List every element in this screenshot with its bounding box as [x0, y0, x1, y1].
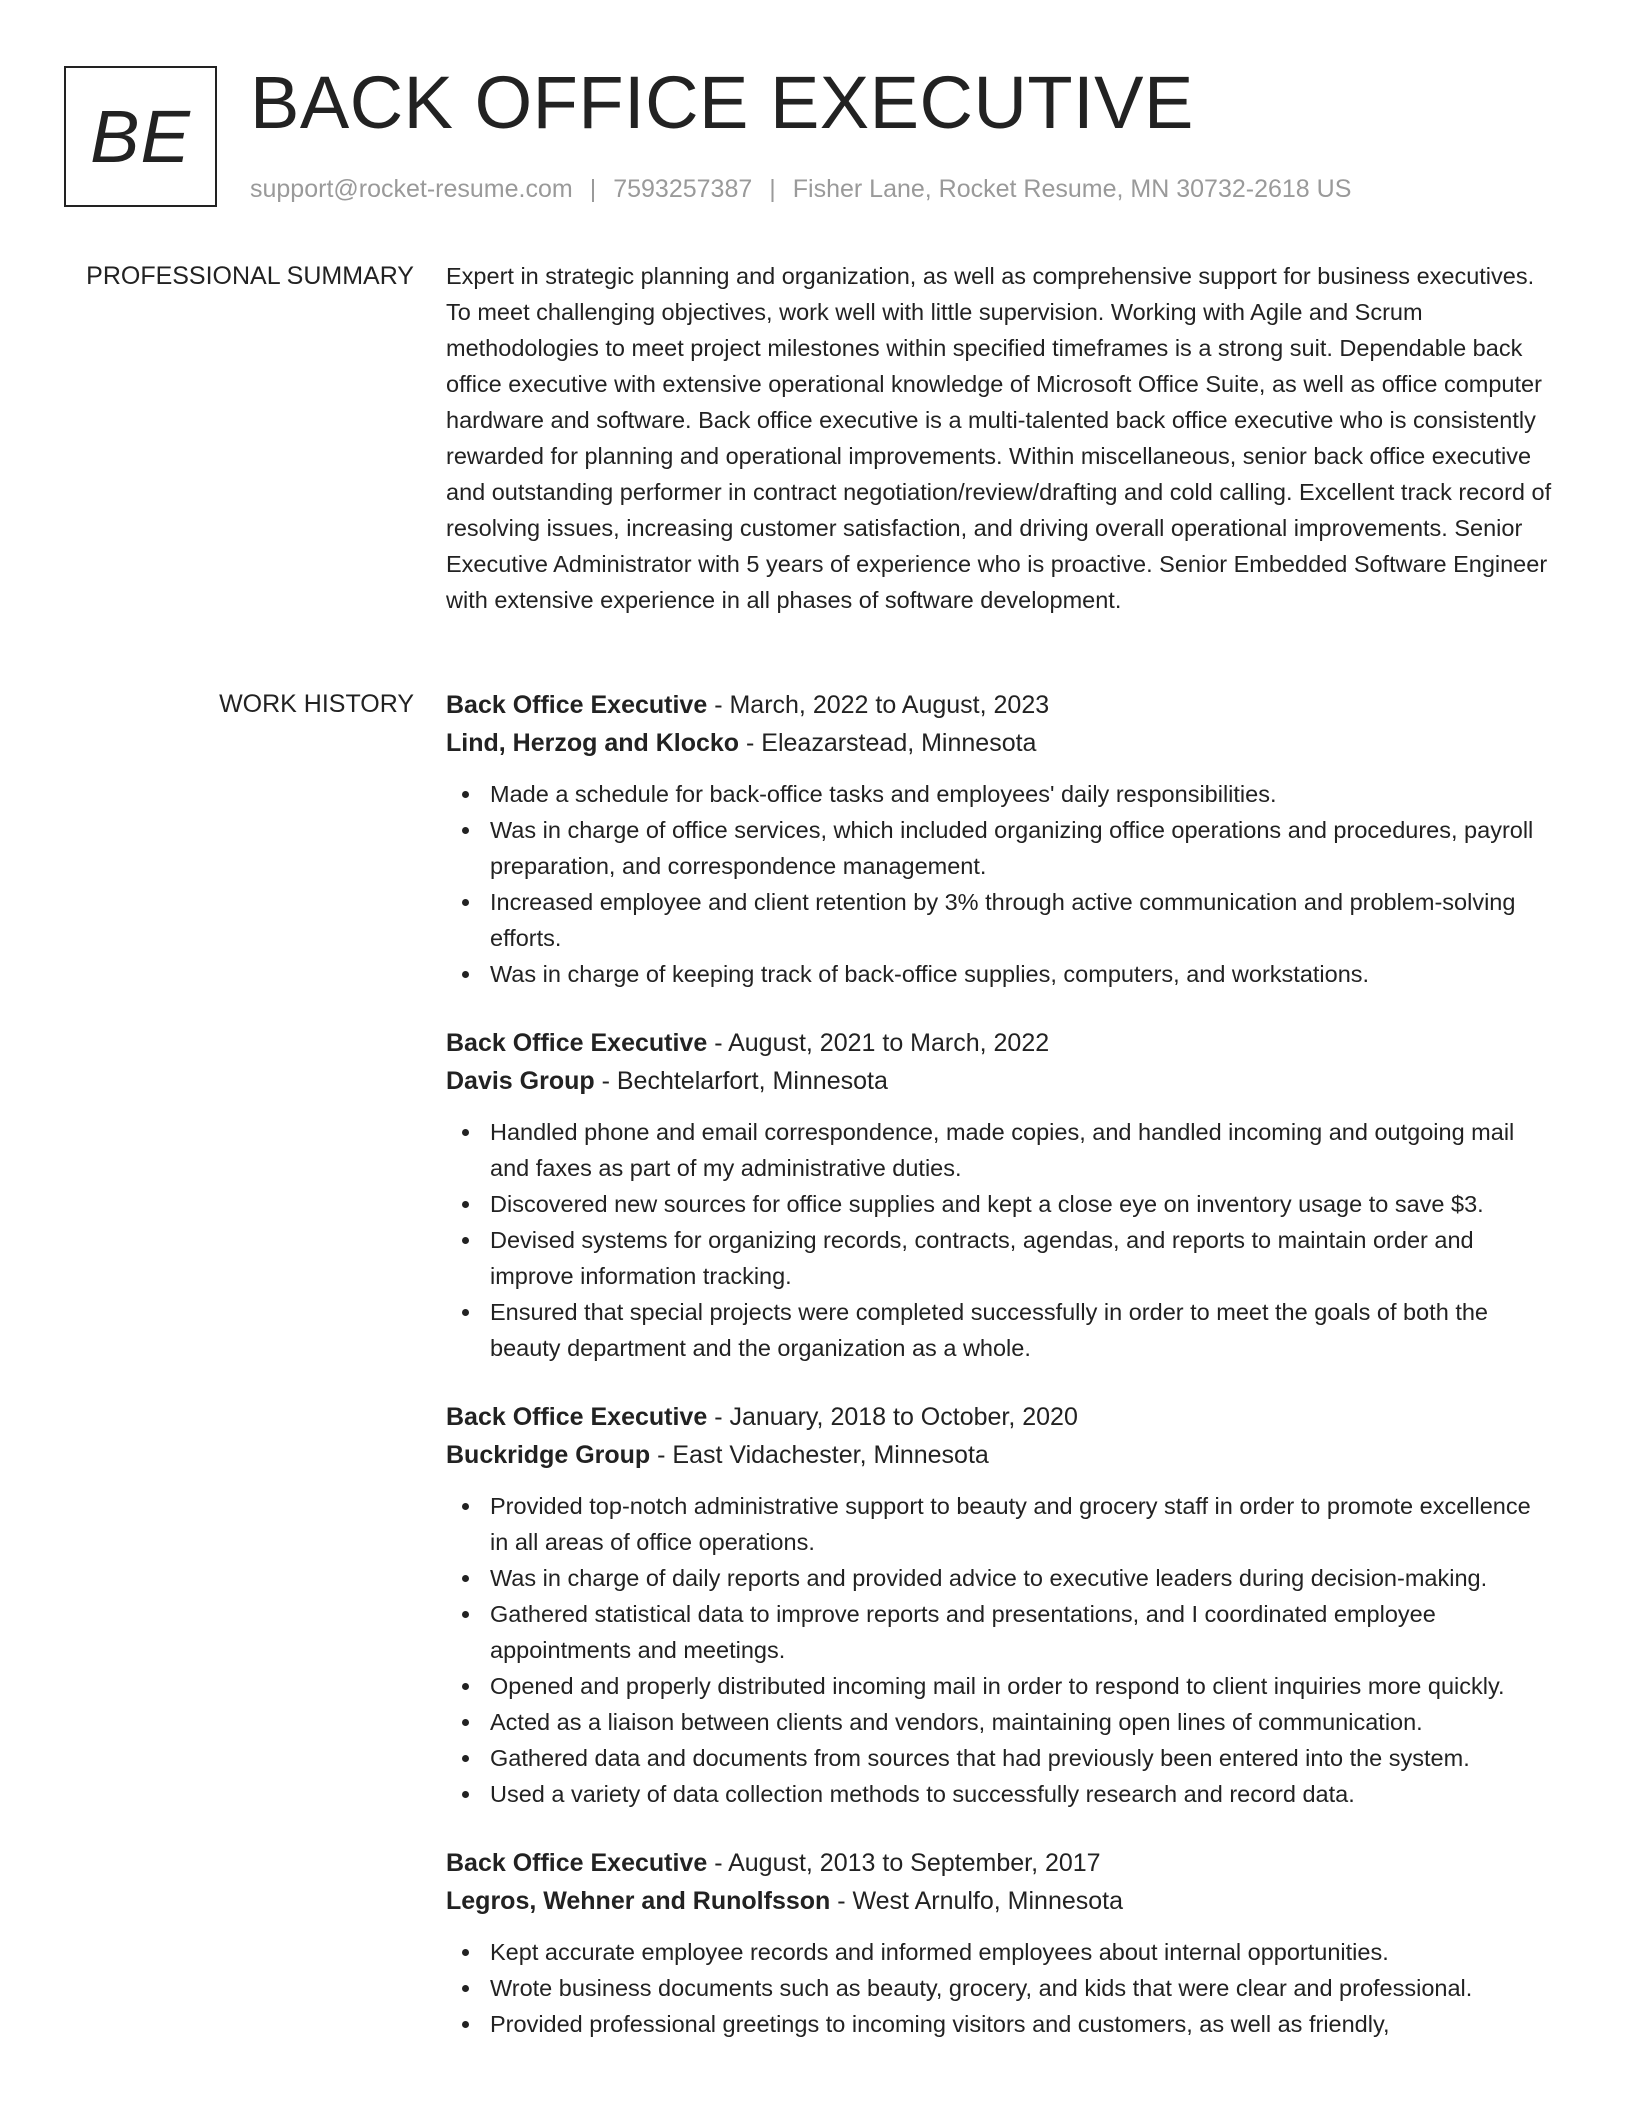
- job-bullet: [446, 776, 1552, 812]
- job-bullet: [446, 1704, 1552, 1740]
- job-bullet: [446, 1596, 1552, 1668]
- job-bullet-text: Was in charge of office services, which included organizing office operations and procedures, payroll preparation, and correspondence management.: [490, 817, 1534, 879]
- bullet-dot-icon: [462, 1129, 469, 1136]
- bullet-dot-icon: [462, 1985, 469, 1992]
- job-title-line: [446, 686, 1552, 724]
- job-bullet-text: Provided professional greetings to incoming visitors and customers, as well as friendly,: [490, 2011, 1390, 2037]
- contact-separator: |: [769, 175, 776, 203]
- job-bullet-list: [446, 1114, 1552, 1366]
- job-company: Lind, Herzog and Klocko: [446, 729, 740, 757]
- job-title: Back Office Executive: [446, 1403, 708, 1431]
- job-dates: - August, 2021 to March, 2022: [707, 1029, 1050, 1057]
- job-bullet: [446, 956, 1552, 992]
- job-bullet: [446, 1488, 1552, 1560]
- job-bullet-text: Acted as a liaison between clients and vendors, maintaining open lines of communication.: [490, 1709, 1423, 1735]
- job-location: - East Vidachester, Minnesota: [650, 1441, 989, 1469]
- job-bullet-text: Wrote business documents such as beauty, grocery, and kids that were clear and professional.: [490, 1975, 1473, 2001]
- job-bullet: [446, 2006, 1552, 2042]
- job-bullet-text: Handled phone and email correspondence, made copies, and handled incoming and outgoing mail and faxes as part of my administrative duties.: [490, 1119, 1515, 1181]
- bullet-dot-icon: [462, 1719, 469, 1726]
- job-bullet-list: [446, 776, 1552, 992]
- job-bullet: [446, 812, 1552, 884]
- job-company-line: [446, 1062, 1552, 1100]
- contact-email: support@rocket-resume.com: [250, 175, 573, 203]
- job-entry: [446, 1024, 1552, 1366]
- bullet-dot-icon: [462, 1791, 469, 1798]
- job-bullet-text: Gathered data and documents from sources that had previously been entered into the system.: [490, 1745, 1470, 1771]
- contact-separator: |: [589, 175, 597, 203]
- job-bullet: [446, 1560, 1552, 1596]
- bullet-dot-icon: [462, 1201, 469, 1208]
- job-bullet-text: Provided top-notch administrative support to beauty and grocery staff in order to promote excellence in all areas of office operations.: [490, 1493, 1531, 1555]
- job-dates: - March, 2022 to August, 2023: [707, 691, 1050, 719]
- job-bullet: [446, 1776, 1552, 1812]
- job-bullet-text: Was in charge of keeping track of back-office supplies, computers, and workstations.: [490, 961, 1370, 987]
- job-bullet-text: Increased employee and client retention by 3% through active communication and problem-solving efforts.: [490, 889, 1516, 951]
- job-entry: [446, 1844, 1552, 2042]
- job-company-line: [446, 724, 1552, 762]
- contact-phone: 7593257387: [613, 175, 753, 203]
- job-location: - West Arnulfo, Minnesota: [830, 1887, 1124, 1915]
- bullet-dot-icon: [462, 1575, 469, 1582]
- job-bullet-text: Made a schedule for back-office tasks and employees' daily responsibilities.: [490, 781, 1277, 807]
- bullet-dot-icon: [462, 827, 469, 834]
- job-bullet-text: Kept accurate employee records and informed employees about internal opportunities.: [490, 1939, 1389, 1965]
- job-bullet-list: [446, 1488, 1552, 1812]
- bullet-dot-icon: [462, 1237, 469, 1244]
- job-bullet: [446, 1294, 1552, 1366]
- job-dates: - January, 2018 to October, 2020: [707, 1403, 1078, 1431]
- job-title: Back Office Executive: [446, 1849, 708, 1877]
- job-bullet: [446, 1934, 1552, 1970]
- job-bullet: [446, 1186, 1552, 1222]
- monogram-box: [64, 66, 217, 207]
- work-history-heading: WORK HISTORY: [219, 690, 414, 718]
- bullet-dot-icon: [462, 1309, 469, 1316]
- job-bullet: [446, 1740, 1552, 1776]
- bullet-dot-icon: [462, 1611, 469, 1618]
- bullet-dot-icon: [462, 2021, 469, 2028]
- job-bullet: [446, 884, 1552, 956]
- job-bullet-text: Opened and properly distributed incoming mail in order to respond to client inquiries more quickly.: [490, 1673, 1505, 1699]
- job-title-line: [446, 1844, 1552, 1882]
- contact-line: [250, 172, 1351, 206]
- contact-address: Fisher Lane, Rocket Resume, MN 30732-2618 US: [792, 175, 1352, 203]
- bullet-dot-icon: [462, 1755, 469, 1762]
- job-title-line: [446, 1398, 1552, 1436]
- job-bullet-text: Used a variety of data collection methods to successfully research and record data.: [490, 1781, 1355, 1807]
- job-company-line: [446, 1436, 1552, 1474]
- job-location: - Bechtelarfort, Minnesota: [594, 1067, 888, 1095]
- job-bullet: [446, 1970, 1552, 2006]
- job-dates: - August, 2013 to September, 2017: [707, 1849, 1101, 1877]
- bullet-dot-icon: [462, 1503, 469, 1510]
- job-company: Legros, Wehner and Runolfsson: [446, 1887, 831, 1915]
- job-bullet-text: Discovered new sources for office supplies and kept a close eye on inventory usage to save $3.: [490, 1191, 1484, 1217]
- job-location: - Eleazarstead, Minnesota: [739, 729, 1037, 757]
- bullet-dot-icon: [462, 971, 469, 978]
- job-company: Davis Group: [446, 1067, 595, 1095]
- work-history-body: [446, 686, 1552, 2074]
- job-bullet: [446, 1222, 1552, 1294]
- job-title: Back Office Executive: [446, 1029, 708, 1057]
- bullet-dot-icon: [462, 791, 469, 798]
- job-title: Back Office Executive: [446, 691, 708, 719]
- job-entry: [446, 1398, 1552, 1812]
- job-bullet-text: Devised systems for organizing records, contracts, agendas, and reports to maintain order and improve information tracking.: [490, 1227, 1474, 1289]
- monogram-initials: BE: [90, 95, 191, 178]
- bullet-dot-icon: [462, 899, 469, 906]
- job-company-line: [446, 1882, 1552, 1920]
- job-bullet: [446, 1668, 1552, 1704]
- job-bullet-text: Gathered statistical data to improve reports and presentations, and I coordinated employee appointments and meetings.: [490, 1601, 1436, 1663]
- bullet-dot-icon: [462, 1683, 469, 1690]
- bullet-dot-icon: [462, 1949, 469, 1956]
- job-title-line: [446, 1024, 1552, 1062]
- summary-body: [446, 258, 1552, 618]
- job-entry: [446, 686, 1552, 992]
- job-bullet-list: [446, 1934, 1552, 2042]
- candidate-name: BACK OFFICE EXECUTIVE: [250, 61, 1194, 144]
- summary-text: Expert in strategic planning and organization, as well as comprehensive support for business executives. To meet challenging objectives, work well with little supervision. Working with Agile and Scrum methodologies to meet project milestones within specified timeframes is a strong suit. Dependable back office executive with extensive operational knowledge of Microsoft Office Suite, as well as office computer hardware and software. Back office executive is a multi-talented back office executive who is consistently rewarded for planning and operational improvements. Within miscellaneous, senior back office executive and outstanding performer in contract negotiation/review/drafting and cold calling. Excellent track record of resolving issues, increasing customer satisfaction, and driving overall operational improvements. Senior Executive Administrator with 5 years of experience who is proactive. Senior Embedded Software Engineer with extensive experience in all phases of software development.: [446, 263, 1552, 613]
- job-company: Buckridge Group: [446, 1441, 651, 1469]
- summary-heading: PROFESSIONAL SUMMARY: [86, 262, 414, 290]
- job-bullet-text: Was in charge of daily reports and provided advice to executive leaders during decision-making.: [490, 1565, 1488, 1591]
- job-bullet: [446, 1114, 1552, 1186]
- job-bullet-text: Ensured that special projects were completed successfully in order to meet the goals of both the beauty department and the organization as a whole.: [490, 1299, 1488, 1361]
